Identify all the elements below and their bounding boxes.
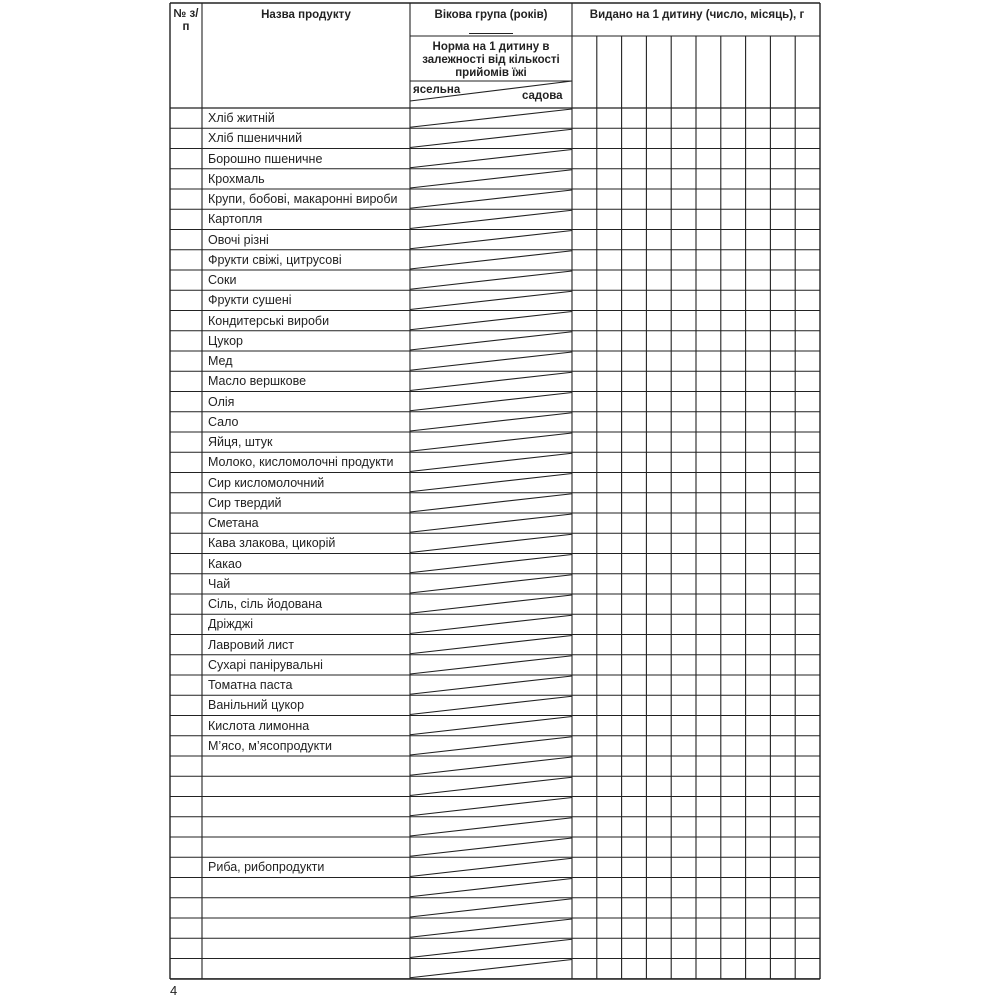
table-row-product-name: Цукор: [208, 333, 244, 348]
table-row-product-name: Лавровий лист: [208, 637, 295, 652]
table-row-product-name: Какао: [208, 556, 242, 571]
table-row-product-name: Мед: [208, 354, 233, 368]
norm-cell-diagonal: [410, 129, 572, 147]
table-row-product-name: Хліб житній: [208, 111, 275, 125]
table-row-product-name: Соки: [208, 273, 237, 287]
table-row-product-name: Картопля: [208, 212, 263, 227]
table-row-product-name: Крохмаль: [208, 171, 265, 186]
norm-cell-diagonal: [410, 271, 572, 289]
norm-cell-diagonal: [410, 453, 572, 471]
norm-cell-diagonal: [410, 210, 572, 228]
norm-cell-diagonal: [410, 413, 572, 431]
subheader-kindergarten: садова: [522, 90, 563, 102]
table-row-product-name: Чай: [208, 576, 231, 591]
norm-cell-diagonal: [410, 595, 572, 613]
norm-cell-diagonal: [410, 777, 572, 795]
norm-cell-diagonal: [410, 312, 572, 330]
table-row-product-name: Томатна паста: [208, 678, 293, 692]
subheader-nursery: ясельна: [413, 84, 461, 96]
table-row-product-name: Сир твердий: [208, 495, 282, 510]
table-row-product-name: Кава злакова, цикорій: [208, 536, 336, 551]
norm-cell-diagonal: [410, 291, 572, 309]
norm-cell-diagonal: [410, 798, 572, 816]
column-header-issued: Видано на 1 дитину (число, місяць), г: [589, 9, 805, 21]
norm-cell-diagonal: [410, 251, 572, 269]
table-row-product-name: Сало: [208, 414, 239, 429]
norm-cell-diagonal: [410, 170, 572, 188]
norm-cell-diagonal: [410, 615, 572, 633]
table-row-product-name: Кондитерські вироби: [208, 313, 330, 328]
norm-cell-diagonal: [410, 109, 572, 127]
norm-cell-diagonal: [410, 534, 572, 552]
norm-cell-diagonal: [410, 433, 572, 451]
norm-cell-diagonal: [410, 919, 572, 937]
norm-cell-diagonal: [410, 858, 572, 876]
norm-cell-diagonal: [410, 960, 572, 978]
norm-cell-diagonal: [410, 899, 572, 917]
table-row-product-name: Яйця, штук: [208, 435, 273, 449]
norm-cell-diagonal: [410, 150, 572, 168]
table-row-product-name: Олія: [208, 394, 235, 409]
norm-cell-diagonal: [410, 838, 572, 856]
norm-cell-diagonal: [410, 352, 572, 370]
table-row-product-name: Сіль, сіль йодована: [208, 597, 323, 611]
norm-cell-diagonal: [410, 575, 572, 593]
norm-cell-diagonal: [410, 696, 572, 714]
table-row-product-name: Кислота лимонна: [208, 718, 310, 733]
table-row-product-name: Сир кисломолочний: [208, 475, 325, 490]
norm-cell-diagonal: [410, 676, 572, 694]
table-row-product-name: Крупи, бобові, макаронні вироби: [208, 192, 398, 206]
page-number: 4: [170, 983, 178, 998]
table-row-product-name: Масло вершкове: [208, 374, 307, 389]
norm-cell-diagonal: [410, 818, 572, 836]
table-row-product-name: Сухарі панірувальні: [208, 657, 323, 672]
table-row-product-name: Ванільний цукор: [208, 698, 305, 713]
table-row-product-name: Овочі різні: [208, 232, 269, 247]
norm-cell-diagonal: [410, 717, 572, 735]
table-row-product-name: Фрукти сушені: [208, 293, 292, 308]
norm-cell-diagonal: [410, 737, 572, 755]
table-row-product-name: М’ясо, м’ясопродукти: [208, 738, 332, 753]
norm-cell-diagonal: [410, 494, 572, 512]
norm-cell-diagonal: [410, 393, 572, 411]
table-row-product-name: Фрукти свіжі, цитрусові: [208, 252, 342, 267]
table-row-product-name: Хліб пшеничний: [208, 131, 303, 146]
norm-cell-diagonal: [410, 879, 572, 897]
column-header-age-group: Вікова група (років): [434, 9, 548, 21]
norm-cell-diagonal: [410, 939, 572, 957]
table-row-product-name: Риба, рибопродукти: [208, 860, 325, 875]
norm-cell-diagonal: [410, 372, 572, 390]
norm-cell-diagonal: [410, 514, 572, 532]
norm-cell-diagonal: [410, 474, 572, 492]
norm-cell-diagonal: [410, 555, 572, 573]
norm-cell-diagonal: [410, 757, 572, 775]
norm-cell-diagonal: [410, 636, 572, 654]
age-group-underline: [469, 33, 513, 34]
norm-cell-diagonal: [410, 231, 572, 249]
table-row-product-name: Борошно пшеничне: [208, 151, 323, 166]
table-row-product-name: Молоко, кисломолочні продукти: [208, 455, 394, 470]
column-header-product-name: Назва продукту: [261, 9, 351, 21]
table-row-product-name: Дріжджі: [208, 617, 253, 632]
norm-cell-diagonal: [410, 190, 572, 208]
norm-cell-diagonal: [410, 332, 572, 350]
norm-cell-diagonal: [410, 656, 572, 674]
column-header-norm: Норма на 1 дитину в залежності від кількості прийомів їжі: [422, 41, 560, 79]
column-header-number: № з/п: [173, 8, 199, 33]
table-row-product-name: Сметана: [208, 516, 259, 530]
